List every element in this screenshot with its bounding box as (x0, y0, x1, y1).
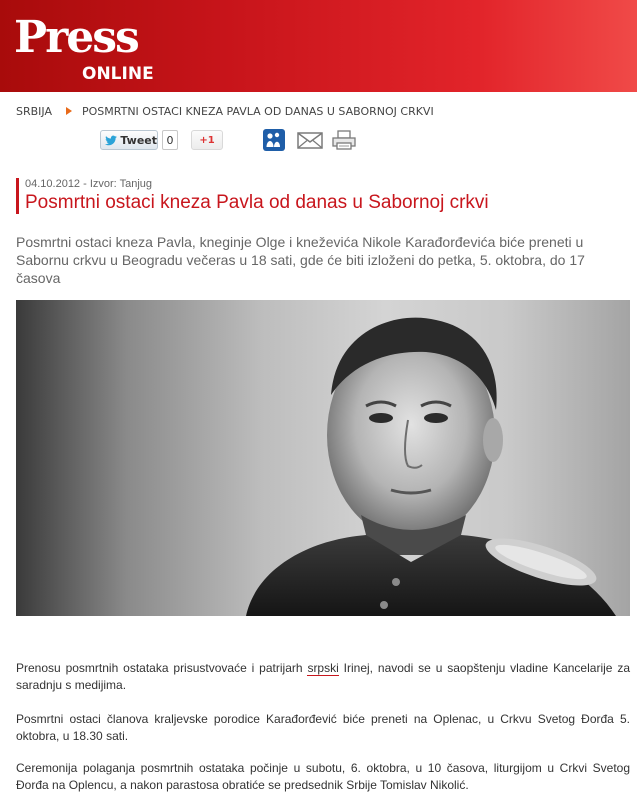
paragraph-1-text-after: Irinej, navodi se u saopštenju vladine Kancelarije za saradnju s medijima. (16, 661, 631, 692)
breadcrumb-section-link[interactable]: SRBIJA (16, 104, 52, 118)
paragraph-1-text-before: Prenosu posmrtnih ostataka prisustvovaće i patrijarh (16, 661, 308, 675)
myspace-glyph-icon (262, 128, 286, 152)
email-icon[interactable] (296, 128, 324, 152)
breadcrumb-current: POSMRTNI OSTACI KNEZA PAVLA OD DANAS U SABORNOJ CRKVI (82, 104, 434, 118)
logo-press-text: Press (14, 12, 138, 63)
myspace-icon[interactable] (262, 128, 290, 152)
printer-icon (330, 128, 358, 152)
print-icon[interactable] (330, 128, 358, 152)
tweet-count: 0 (162, 130, 178, 150)
tweet-button[interactable] (100, 130, 158, 150)
envelope-icon (296, 128, 324, 152)
tweet-label: Tweet (120, 133, 157, 147)
article-meta: 04.10.2012 - Izvor: Tanjug (25, 178, 152, 190)
logo-online-text: ONLINE (82, 64, 154, 84)
article-paragraph-2: Posmrtni ostaci članova kraljevske porodice Karađorđević biće preneti na Oplenac, u Crkvu Svetog Đorđa 5. oktobra, u 18.30 sati. (16, 712, 630, 743)
article-header (16, 178, 616, 214)
google-plus-label: +1 (199, 134, 215, 146)
portrait-illustration (16, 300, 630, 616)
twitter-bird-icon (105, 135, 117, 146)
article-photo (16, 300, 630, 616)
article-paragraph-3: Ceremonija polaganja posmrtnih ostataka počinje u subotu, 6. oktobra, u 10 časova, liturgijom u Crkvi Svetog Đorđa na Oplencu, a nakon parastosa obratiće se predsednik Srbije Tomislav Nikolić. (16, 761, 630, 792)
article-lead: Posmrtni ostaci kneza Pavla, kneginje Olge i kneževića Nikole Karađorđevića biće preneti u Sabornu crkvu u Beogradu večeras u 18 sati, gde će biti izloženi do petka, 5. oktobra, do 17 časova (16, 234, 585, 286)
press-online-logo[interactable] (14, 14, 164, 84)
site-header (0, 0, 637, 92)
google-plus-one-button[interactable] (191, 130, 223, 150)
breadcrumb-arrow-icon (66, 107, 72, 115)
srpski-link[interactable]: srpski (307, 661, 339, 675)
article-paragraph-1 (16, 660, 630, 694)
breadcrumb (16, 103, 434, 119)
share-bar (100, 128, 400, 152)
article-title: Posmrtni ostaci kneza Pavla od danas u Sabornoj crkvi (25, 192, 489, 213)
